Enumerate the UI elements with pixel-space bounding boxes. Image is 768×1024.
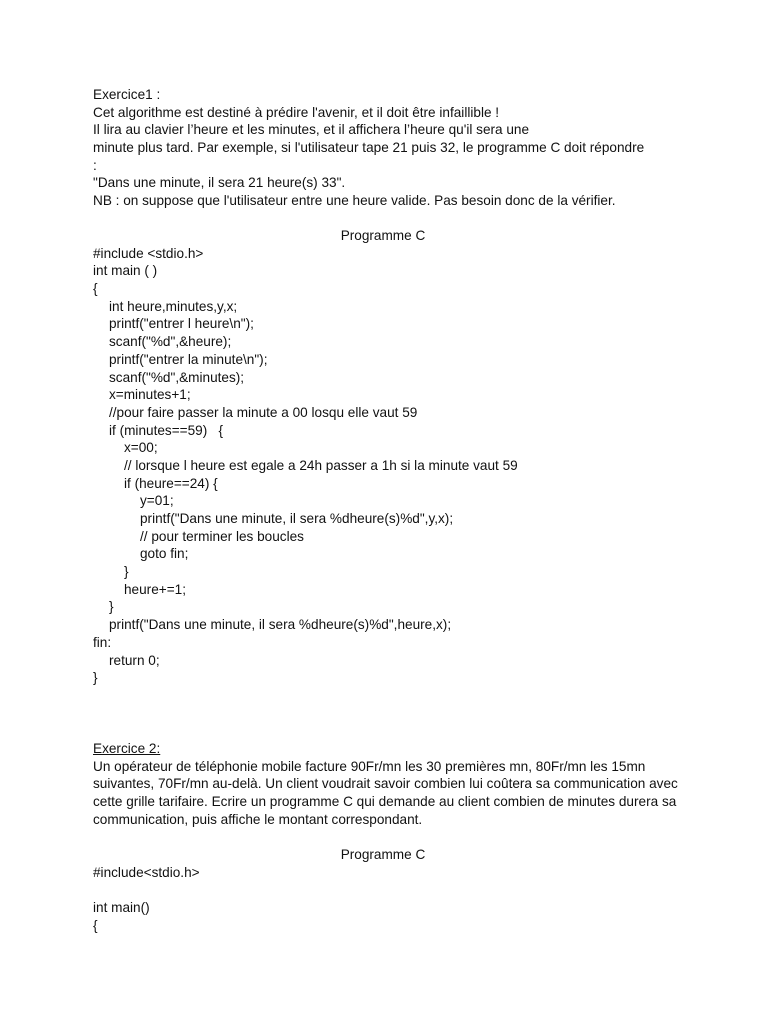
code-line: y=01;: [140, 493, 174, 509]
exercise1-statement-line: "Dans une minute, il sera 21 heure(s) 33".: [93, 175, 346, 191]
code-line: {: [93, 917, 98, 933]
exercise2-title: Exercice 2:: [93, 741, 161, 756]
code-block: [93, 864, 683, 935]
code-line: x=minutes+1;: [109, 387, 191, 403]
code-line: }: [124, 564, 129, 580]
exercise1-statement-line: Cet algorithme est destiné à prédire l'avenir, et il doit être infaillible !: [93, 104, 500, 120]
code-line: printf("entrer l heure\n");: [109, 316, 254, 332]
code-line: int heure,minutes,y,x;: [109, 298, 238, 314]
code-line: // pour terminer les boucles: [140, 528, 304, 544]
code-line: // lorsque l heure est egale a 24h passer a 1h si la minute vaut 59: [124, 457, 518, 473]
exercise1-statement-line: :: [93, 157, 97, 173]
code-line: [93, 881, 683, 899]
exercise1-statement-line: NB : on suppose que l'utilisateur entre une heure valide. Pas besoin donc de la vérifier.: [93, 193, 616, 209]
code-line: scanf("%d",&minutes);: [109, 369, 245, 385]
code-line: heure+=1;: [124, 581, 186, 597]
code-line: {: [93, 281, 98, 297]
code-line: if (heure==24) {: [124, 475, 218, 491]
exercise1-program: [93, 227, 683, 687]
code-line: return 0;: [109, 652, 160, 668]
code-line: //pour faire passer la minute a 00 losqu elle vaut 59: [109, 404, 418, 420]
exercise1-section: [93, 86, 683, 210]
exercise2-statement: Un opérateur de téléphonie mobile facture 90Fr/mn les 30 premières mn, 80Fr/mn les 15mn suivantes, 70Fr/mn au-delà. Un client voudrait savoir combien lui coûtera sa communication avec cette grille tarifaire. Ecrire un programme C qui demande au client combien de minutes durera sa communication, puis affiche le montant correspondant.: [93, 758, 678, 827]
code-line: #include<stdio.h>: [93, 864, 200, 880]
exercise2-section: [93, 740, 683, 829]
code-line: if (minutes==59) {: [109, 422, 224, 438]
code-line: printf("Dans une minute, il sera %dheure(s)%d",heure,x);: [109, 617, 452, 633]
code-block: [93, 245, 683, 687]
exercise1-statement-line: minute plus tard. Par exemple, si l'utilisateur tape 21 puis 32, le programme C doit répondre: [93, 140, 645, 156]
program-heading: Programme C: [340, 228, 426, 243]
exercise1-title: Exercice1 :: [93, 87, 161, 102]
code-line: fin:: [93, 634, 112, 650]
code-line: int main ( ): [93, 263, 158, 279]
code-line: }: [109, 599, 114, 615]
code-line: x=00;: [124, 440, 158, 456]
code-line: goto fin;: [140, 546, 189, 562]
code-line: }: [93, 670, 98, 686]
program-heading: Programme C: [340, 847, 426, 862]
code-line: printf("entrer la minute\n");: [109, 351, 268, 367]
exercise1-statement-line: Il lira au clavier l’heure et les minutes, et il affichera l’heure qu'il sera une: [93, 122, 530, 138]
code-line: scanf("%d",&heure);: [109, 334, 232, 350]
code-line: #include <stdio.h>: [93, 245, 204, 261]
exercise2-program: [93, 846, 683, 934]
code-line: int main(): [93, 900, 150, 916]
code-line: printf("Dans une minute, il sera %dheure(s)%d",y,x);: [140, 511, 454, 526]
